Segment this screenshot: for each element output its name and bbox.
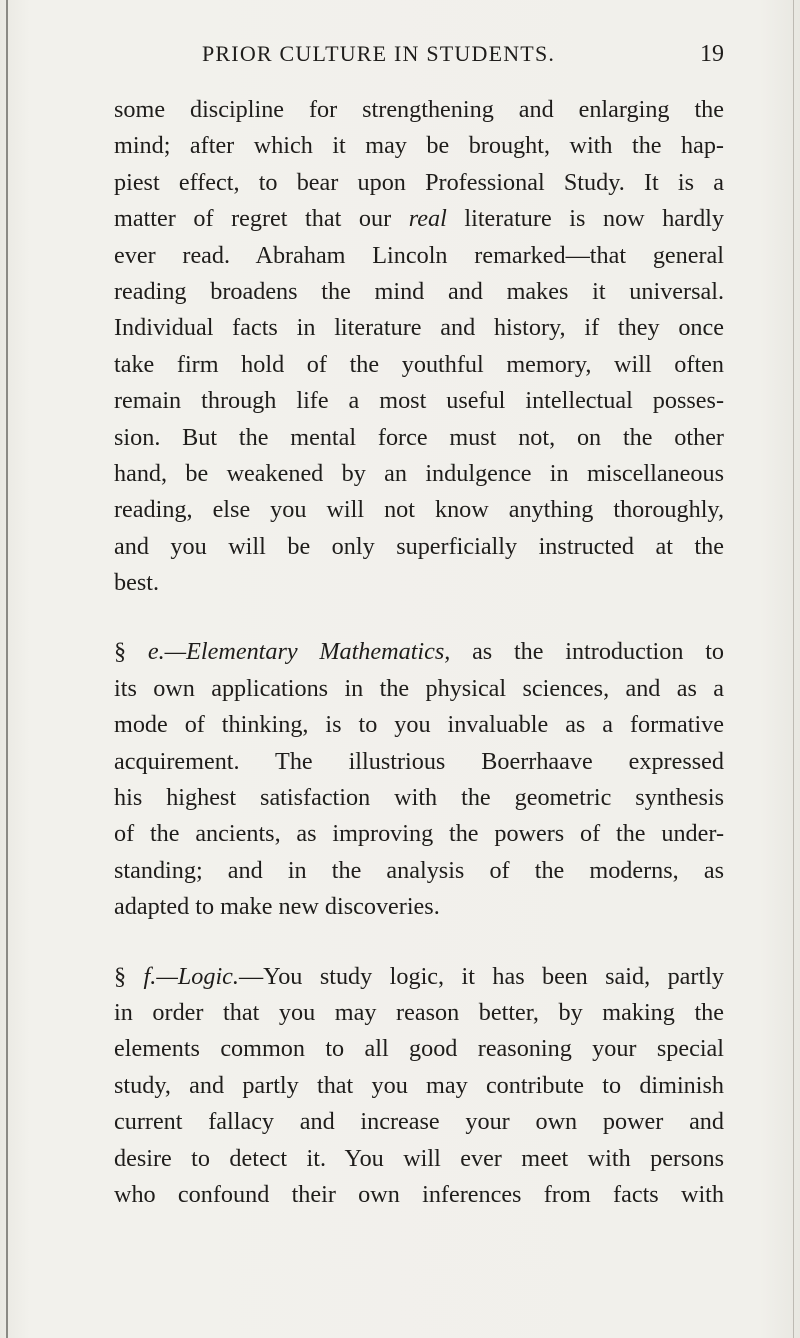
section-title: —Elementary Mathematics, <box>164 638 451 666</box>
text-line: reading broadens the mind and makes it universal. <box>114 277 724 305</box>
text-segment: as the introduction to <box>450 638 725 666</box>
text-line: reading, else you will not know anything thoroughly, <box>114 496 724 524</box>
text-line-with-italic <box>114 201 724 237</box>
text-line: Individual facts in literature and history, if they once <box>114 314 724 342</box>
text-segment: literature is now hardly <box>446 205 724 233</box>
paragraph-2 <box>114 634 724 925</box>
text-line: sion. But the mental force must not, on the other <box>114 423 724 451</box>
text-line: and you will be only superficially instructed at the <box>114 532 724 560</box>
paragraph-gap <box>114 601 724 634</box>
italic-word: real <box>408 205 447 233</box>
text-line: remain through life a most useful intellectual posses- <box>114 387 724 415</box>
section-mark: § <box>114 638 148 666</box>
text-line: of the ancients, as improving the powers of the under- <box>114 820 724 848</box>
text-segment: —You study logic, it has been said, partly <box>238 962 725 990</box>
text-segment: matter of regret that our <box>114 205 409 233</box>
section-letter: e. <box>147 638 165 666</box>
page-edge <box>793 0 794 1338</box>
section-heading-line <box>114 959 724 995</box>
gutter-line <box>6 0 8 1338</box>
paragraph-gap <box>114 926 724 959</box>
paragraph-1 <box>114 92 724 601</box>
text-line: study, and partly that you may contribute to diminish <box>114 1071 724 1099</box>
text-line: best. <box>114 569 160 597</box>
text-line: adapted to make new discoveries. <box>114 893 440 921</box>
text-line: current fallacy and increase your own power and <box>114 1108 724 1136</box>
body-text <box>114 92 724 1213</box>
running-title: PRIOR CULTURE IN STUDENTS. <box>202 41 556 66</box>
section-title: —Logic. <box>156 962 239 990</box>
page-header <box>114 38 724 70</box>
text-line: in order that you may reason better, by making the <box>114 998 724 1026</box>
text-line: ever read. Abraham Lincoln remarked—that general <box>114 241 724 269</box>
text-line: some discipline for strengthening and enlarging the <box>114 96 724 123</box>
text-line: desire to detect it. You will ever meet with persons <box>114 1144 724 1172</box>
text-line: mode of thinking, is to you invaluable as a formative <box>114 711 724 739</box>
page-number: 19 <box>700 41 724 67</box>
paragraph-3 <box>114 959 724 1214</box>
section-letter: f. <box>143 962 157 990</box>
text-line: who confound their own inferences from facts with <box>114 1180 724 1208</box>
section-mark: § <box>114 962 144 990</box>
text-line: acquirement. The illustrious Boerrhaave expressed <box>114 747 724 775</box>
text-line: hand, be weakened by an indulgence in miscellaneous <box>114 459 724 487</box>
text-line: piest effect, to bear upon Professional Study. It is a <box>114 168 724 196</box>
text-line: mind; after which it may be brought, with the hap- <box>114 132 724 160</box>
text-line: take firm hold of the youthful memory, will often <box>114 350 724 378</box>
text-line: its own applications in the physical sciences, and as a <box>114 674 724 702</box>
text-line: elements common to all good reasoning your special <box>114 1035 724 1063</box>
section-heading-line <box>114 634 724 670</box>
text-line: his highest satisfaction with the geometric synthesis <box>114 784 724 812</box>
text-line: standing; and in the analysis of the moderns, as <box>114 856 724 884</box>
